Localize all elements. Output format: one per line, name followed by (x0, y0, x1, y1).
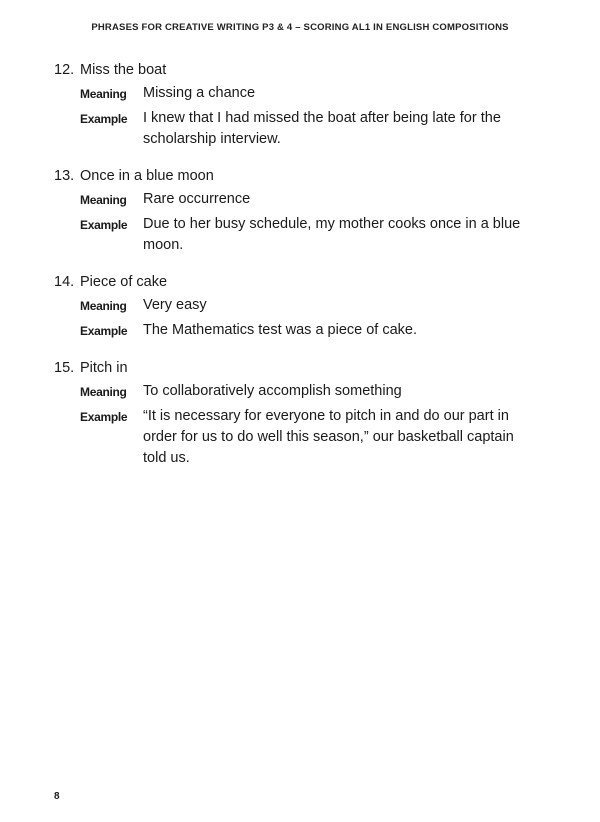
phrase-number: 14. (54, 274, 75, 290)
meaning-text: Very easy (143, 297, 207, 313)
page-number: 8 (54, 791, 60, 802)
meaning-label: Meaning (80, 385, 127, 399)
example-row (54, 214, 554, 256)
meaning-row (54, 295, 554, 317)
phrase-entry (54, 272, 554, 342)
meaning-label: Meaning (80, 193, 127, 207)
example-text: Due to her busy schedule, my mother cooks once in a blue moon. (143, 216, 521, 253)
phrase-entry (54, 60, 554, 150)
meaning-row (54, 381, 554, 403)
phrase-heading (54, 166, 554, 186)
phrase-heading (54, 60, 554, 80)
example-text: “It is necessary for everyone to pitch in and do our part in order for us to do well this season,” our basketball captain told us. (143, 408, 514, 466)
meaning-text: To collaboratively accomplish something (143, 383, 402, 399)
example-label: Example (80, 324, 128, 338)
example-label: Example (80, 218, 128, 232)
phrase-text: Pitch in (80, 360, 128, 376)
phrase-number: 12. (54, 62, 75, 78)
running-header: PHRASES FOR CREATIVE WRITING P3 & 4 – SCORING AL1 IN ENGLISH COMPOSITIONS (91, 22, 509, 33)
phrase-text: Miss the boat (80, 62, 167, 78)
meaning-row (54, 83, 554, 105)
meaning-label: Meaning (80, 299, 127, 313)
phrase-heading (54, 358, 554, 378)
example-text: I knew that I had missed the boat after being late for the scholarship interview. (143, 110, 501, 147)
phrase-entry (54, 358, 554, 469)
meaning-label: Meaning (80, 87, 127, 101)
example-label: Example (80, 410, 128, 424)
example-row (54, 320, 554, 342)
example-row (54, 108, 554, 150)
phrase-text: Once in a blue moon (80, 168, 214, 184)
phrase-number: 13. (54, 168, 75, 184)
example-label: Example (80, 112, 128, 126)
phrase-list (54, 60, 554, 485)
phrase-heading (54, 272, 554, 292)
meaning-text: Rare occurrence (143, 191, 251, 207)
example-text: The Mathematics test was a piece of cake. (143, 322, 418, 338)
meaning-text: Missing a chance (143, 85, 256, 101)
meaning-row (54, 189, 554, 211)
phrase-number: 15. (54, 360, 75, 376)
example-row (54, 406, 554, 469)
phrase-text: Piece of cake (80, 274, 168, 290)
phrase-entry (54, 166, 554, 256)
